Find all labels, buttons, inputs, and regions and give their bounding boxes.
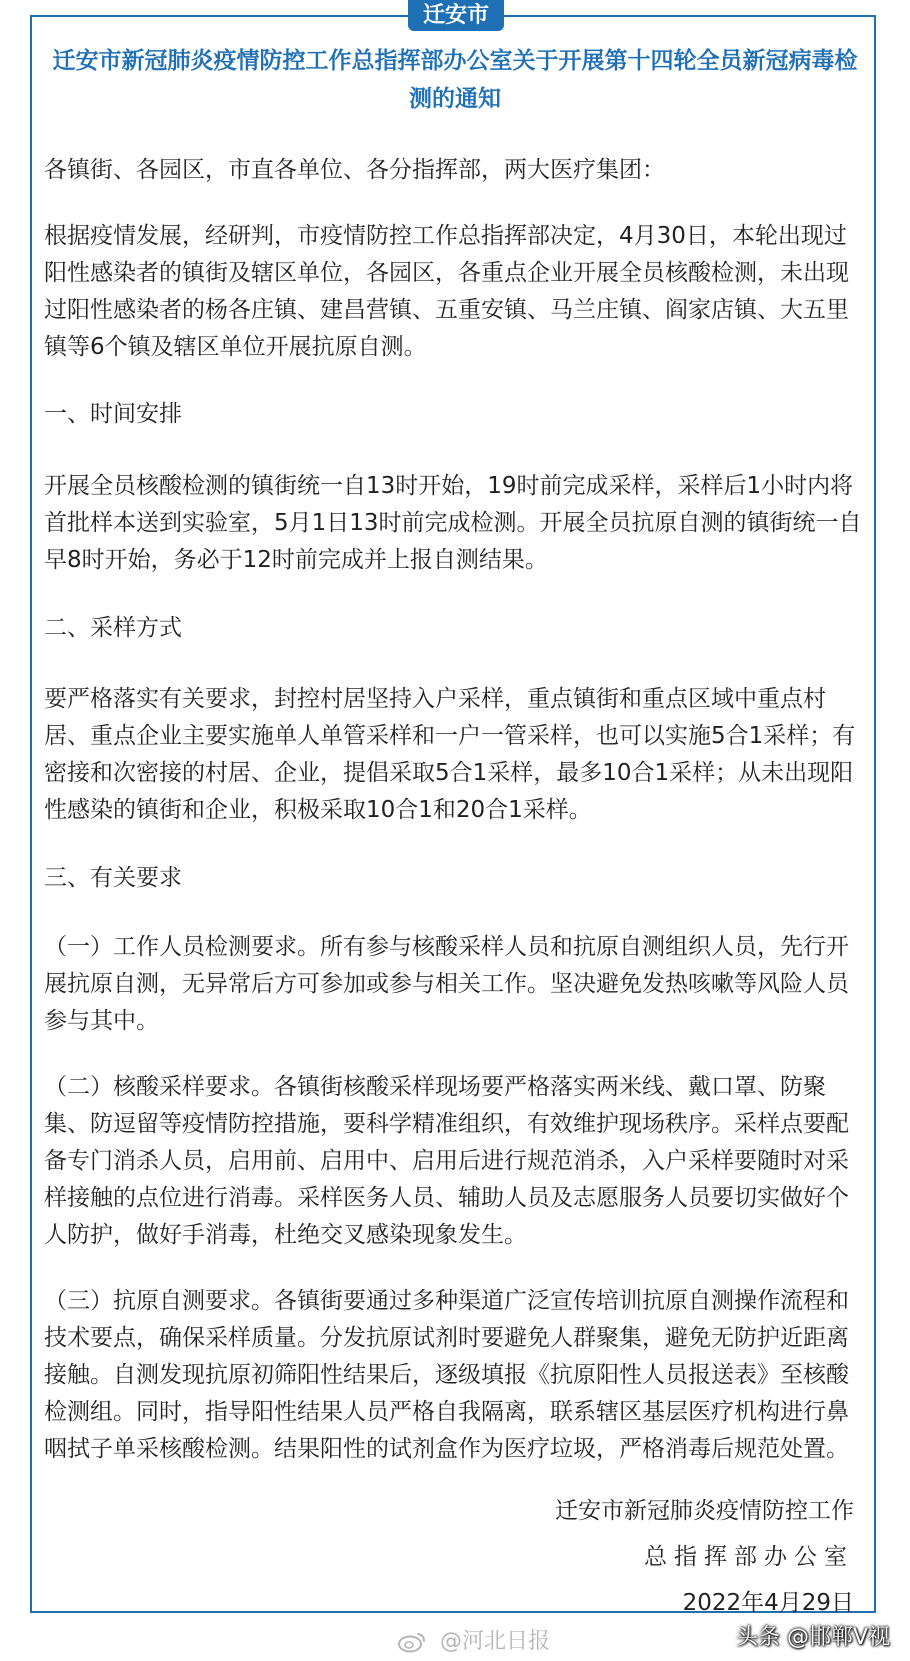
signature-org-line-2: 总指挥部办公室 [644, 1544, 854, 1570]
intro-paragraph: 根据疫情发展，经研判，市疫情防控工作总指挥部决定，4月30日，本轮出现过阳性感染者的镇街及辖区单位，各园区，各重点企业开展全员核酸检测，未出现过阳性感染者的杨各庄镇、建昌营镇、五重安镇、马兰庄镇、阎家店镇、大五里镇等6个镇及辖区单位开展抗原自测。 [44, 223, 849, 360]
watermark [397, 1627, 550, 1657]
title-line-1: 迁安市新冠肺炎疫情防控工作总指挥部办公室关于开展第十四轮全员新冠病毒检 [52, 48, 858, 74]
section-paragraph-method: 要严格落实有关要求，封控村居坚持入户采样，重点镇街和重点区域中重点村居、重点企业主要实施单人单管采样和一户一管采样，也可以实施5合1采样；有密接和次密接的村居、企业，提倡采取5合1采样，最多10合1采样；从未出现阳性感染的镇街和企业，积极采取10合1和20合1采样。 [44, 686, 856, 823]
signature-date: 2022年4月29日 [682, 1590, 854, 1616]
requirement-paragraph-1: （一）工作人员检测要求。所有参与核酸采样人员和抗原自测组织人员，先行开展抗原自测，无异常后方可参加或参与相关工作。坚决避免发热咳嗽等风险人员参与其中。 [44, 934, 849, 1034]
watermark-text: @河北日报 [440, 1629, 551, 1654]
addressee: 各镇街、各园区，市直各单位、各分指挥部，两大医疗集团： [44, 157, 665, 183]
section-heading-requirements: 三、有关要求 [44, 865, 182, 891]
city-tab: 迁安市 [408, 0, 504, 31]
notice-title [40, 42, 870, 118]
section-heading-method: 二、采样方式 [44, 615, 182, 641]
title-line-2: 测的通知 [409, 86, 501, 112]
source-attribution: 头条 @邯郸V视 [735, 1625, 890, 1650]
section-paragraph-time: 开展全员核酸检测的镇街统一自13时开始，19时前完成采样，采样后1小时内将首批样本送到实验室，5月1日13时前完成检测。开展全员抗原自测的镇街统一自早8时开始，务必于12时前完成并上报自测结果。 [44, 473, 862, 573]
requirement-paragraph-2: （二）核酸采样要求。各镇街核酸采样现场要严格落实两米线、戴口罩、防聚集、防逗留等疫情防控措施，要科学精准组织，有效维护现场秩序。采样点要配备专门消杀人员，启用前、启用中、启用后进行规范消杀，入户采样要随时对采样接触的点位进行消毒。采样医务人员、辅助人员及志愿服务人员要切实做好个人防护，做好手消毒，杜绝交叉感染现象发生。 [44, 1074, 849, 1248]
signature-org-line-1: 迁安市新冠肺炎疫情防控工作 [555, 1498, 854, 1524]
weibo-icon [397, 1631, 427, 1653]
section-heading-time: 一、时间安排 [44, 401, 182, 427]
requirement-paragraph-3: （三）抗原自测要求。各镇街要通过多种渠道广泛宣传培训抗原自测操作流程和技术要点，确保采样质量。分发抗原试剂时要避免人群聚集，避免无防护近距离接触。自测发现抗原初筛阳性结果后，逐级填报《抗原阳性人员报送表》至核酸检测组。同时，指导阳性结果人员严格自我隔离，联系辖区基层医疗机构进行鼻咽拭子单采核酸检测。结果阳性的试剂盒作为医疗垃圾，严格消毒后规范处置。 [44, 1288, 849, 1462]
